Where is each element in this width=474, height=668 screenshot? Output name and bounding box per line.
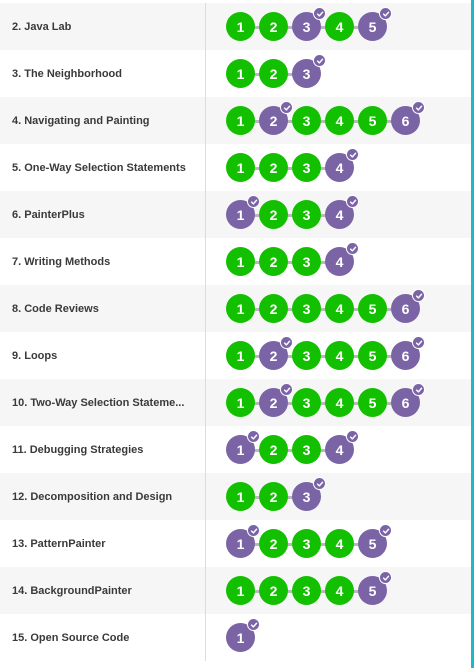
checkmark-icon [346, 195, 359, 208]
level-number: 2 [269, 65, 278, 82]
level-bubble-1[interactable] [226, 482, 255, 511]
level-bubbles [206, 238, 358, 285]
level-number: 4 [335, 535, 344, 552]
level-bubble-4[interactable] [325, 529, 354, 558]
checkmark-icon [280, 383, 293, 396]
level-bubble-1[interactable] [226, 59, 255, 88]
level-bubble-2[interactable] [259, 200, 288, 229]
checkmark-icon [313, 7, 326, 20]
lesson-row [0, 50, 471, 97]
checkmark-icon [379, 7, 392, 20]
checkmark-icon [280, 336, 293, 349]
level-bubbles [206, 473, 325, 520]
level-number: 3 [302, 112, 311, 129]
level-bubble-3[interactable] [292, 341, 321, 370]
level-number: 6 [401, 112, 410, 129]
level-bubble-5[interactable] [358, 106, 387, 135]
lesson-name[interactable]: 7. Writing Methods [0, 238, 206, 285]
level-number: 1 [236, 347, 245, 364]
lesson-name[interactable]: 8. Code Reviews [0, 285, 206, 332]
level-number: 2 [269, 159, 278, 176]
level-bubbles [206, 97, 424, 144]
level-number: 1 [236, 488, 245, 505]
level-number: 5 [368, 112, 377, 129]
checkmark-icon [379, 524, 392, 537]
checkmark-icon [412, 101, 425, 114]
checkmark-icon [412, 383, 425, 396]
lesson-row [0, 520, 471, 567]
level-number: 4 [335, 441, 344, 458]
level-bubble-2[interactable] [259, 482, 288, 511]
level-bubble-1[interactable] [226, 435, 255, 464]
level-bubble-2[interactable] [259, 529, 288, 558]
lesson-row [0, 473, 471, 520]
level-bubble-2[interactable] [259, 435, 288, 464]
level-number: 4 [335, 394, 344, 411]
checkmark-icon [346, 242, 359, 255]
lesson-row [0, 191, 471, 238]
level-number: 4 [335, 112, 344, 129]
level-number: 3 [302, 253, 311, 270]
level-number: 3 [302, 159, 311, 176]
level-number: 5 [368, 300, 377, 317]
level-number: 4 [335, 582, 344, 599]
checkmark-icon [280, 101, 293, 114]
checkmark-icon [247, 430, 260, 443]
level-number: 1 [236, 112, 245, 129]
checkmark-icon [313, 54, 326, 67]
level-number: 1 [236, 441, 245, 458]
level-number: 1 [236, 206, 245, 223]
lesson-name[interactable]: 5. One-Way Selection Statements [0, 144, 206, 191]
level-number: 2 [269, 488, 278, 505]
level-bubble-4[interactable] [325, 200, 354, 229]
level-bubbles [206, 144, 358, 191]
level-number: 4 [335, 206, 344, 223]
level-bubble-6[interactable] [391, 388, 420, 417]
checkmark-icon [412, 289, 425, 302]
level-bubble-3[interactable] [292, 12, 321, 41]
level-bubble-4[interactable] [325, 435, 354, 464]
lesson-name[interactable]: 12. Decomposition and Design [0, 473, 206, 520]
checkmark-icon [247, 195, 260, 208]
level-number: 3 [302, 394, 311, 411]
level-number: 3 [302, 347, 311, 364]
lesson-row [0, 3, 471, 50]
level-bubble-1[interactable] [226, 341, 255, 370]
level-bubble-2[interactable] [259, 341, 288, 370]
level-number: 2 [269, 18, 278, 35]
lesson-row [0, 426, 471, 473]
level-bubble-6[interactable] [391, 341, 420, 370]
level-bubble-1[interactable] [226, 153, 255, 182]
level-number: 2 [269, 394, 278, 411]
level-bubble-1[interactable] [226, 200, 255, 229]
level-bubbles [206, 285, 424, 332]
level-bubble-6[interactable] [391, 106, 420, 135]
level-number: 2 [269, 300, 278, 317]
lesson-row [0, 238, 471, 285]
lesson-row [0, 614, 471, 661]
level-bubble-5[interactable] [358, 529, 387, 558]
level-bubble-5[interactable] [358, 12, 387, 41]
lesson-row [0, 144, 471, 191]
checkmark-icon [346, 148, 359, 161]
level-number: 1 [236, 65, 245, 82]
level-bubble-5[interactable] [358, 388, 387, 417]
level-bubble-4[interactable] [325, 12, 354, 41]
level-bubble-3[interactable] [292, 59, 321, 88]
level-bubble-1[interactable] [226, 247, 255, 276]
level-number: 2 [269, 535, 278, 552]
level-number: 1 [236, 253, 245, 270]
level-bubble-1[interactable] [226, 576, 255, 605]
level-number: 5 [368, 394, 377, 411]
level-bubbles [206, 332, 424, 379]
level-number: 2 [269, 441, 278, 458]
level-bubble-2[interactable] [259, 388, 288, 417]
lesson-name[interactable]: 15. Open Source Code [0, 614, 206, 661]
level-bubbles [206, 567, 391, 614]
level-number: 5 [368, 347, 377, 364]
level-bubble-3[interactable] [292, 153, 321, 182]
level-number: 2 [269, 582, 278, 599]
level-bubble-4[interactable] [325, 153, 354, 182]
level-bubble-2[interactable] [259, 12, 288, 41]
level-number: 4 [335, 347, 344, 364]
level-number: 1 [236, 300, 245, 317]
lesson-row [0, 285, 471, 332]
level-bubble-5[interactable] [358, 576, 387, 605]
level-bubble-1[interactable] [226, 529, 255, 558]
level-number: 2 [269, 253, 278, 270]
lesson-name[interactable]: 10. Two-Way Selection Stateme... [0, 379, 206, 426]
level-number: 1 [236, 18, 245, 35]
level-number: 3 [302, 65, 311, 82]
lesson-name[interactable]: 4. Navigating and Painting [0, 97, 206, 144]
level-bubble-3[interactable] [292, 294, 321, 323]
checkmark-icon [412, 336, 425, 349]
checkmark-icon [247, 618, 260, 631]
checkmark-icon [379, 571, 392, 584]
level-bubble-3[interactable] [292, 529, 321, 558]
lesson-name[interactable]: 6. PainterPlus [0, 191, 206, 238]
level-bubble-2[interactable] [259, 576, 288, 605]
level-bubble-4[interactable] [325, 106, 354, 135]
level-bubble-2[interactable] [259, 247, 288, 276]
level-bubble-4[interactable] [325, 247, 354, 276]
level-number: 2 [269, 206, 278, 223]
level-bubbles [206, 520, 391, 567]
level-bubble-5[interactable] [358, 341, 387, 370]
level-bubble-3[interactable] [292, 106, 321, 135]
lesson-name[interactable]: 13. PatternPainter [0, 520, 206, 567]
level-bubble-5[interactable] [358, 294, 387, 323]
level-bubbles [206, 426, 358, 473]
level-number: 5 [368, 18, 377, 35]
level-number: 3 [302, 300, 311, 317]
level-number: 3 [302, 535, 311, 552]
level-number: 4 [335, 159, 344, 176]
lesson-row [0, 97, 471, 144]
level-number: 1 [236, 394, 245, 411]
level-number: 2 [269, 347, 278, 364]
lesson-name[interactable]: 14. BackgroundPainter [0, 567, 206, 614]
level-bubble-1[interactable] [226, 106, 255, 135]
level-number: 3 [302, 18, 311, 35]
level-number: 3 [302, 206, 311, 223]
level-bubble-4[interactable] [325, 388, 354, 417]
level-number: 3 [302, 488, 311, 505]
level-number: 4 [335, 253, 344, 270]
level-number: 3 [302, 582, 311, 599]
level-bubble-3[interactable] [292, 482, 321, 511]
level-bubble-4[interactable] [325, 294, 354, 323]
level-number: 5 [368, 582, 377, 599]
level-number: 4 [335, 300, 344, 317]
level-number: 1 [236, 629, 245, 646]
level-bubbles [206, 3, 391, 50]
level-number: 2 [269, 112, 278, 129]
level-bubble-2[interactable] [259, 153, 288, 182]
checkmark-icon [346, 430, 359, 443]
level-bubble-6[interactable] [391, 294, 420, 323]
level-number: 1 [236, 535, 245, 552]
lesson-row [0, 379, 471, 426]
checkmark-icon [247, 524, 260, 537]
lesson-name[interactable]: 2. Java Lab [0, 3, 206, 50]
lesson-name[interactable]: 3. The Neighborhood [0, 50, 206, 97]
level-bubble-2[interactable] [259, 294, 288, 323]
lesson-name[interactable]: 11. Debugging Strategies [0, 426, 206, 473]
level-number: 1 [236, 582, 245, 599]
level-number: 5 [368, 535, 377, 552]
level-number: 1 [236, 159, 245, 176]
level-bubble-3[interactable] [292, 388, 321, 417]
level-bubble-2[interactable] [259, 106, 288, 135]
level-bubble-3[interactable] [292, 576, 321, 605]
checkmark-icon [313, 477, 326, 490]
lesson-row [0, 567, 471, 614]
level-bubbles [206, 191, 358, 238]
lesson-row [0, 332, 471, 379]
level-bubbles [206, 379, 424, 426]
level-bubble-3[interactable] [292, 200, 321, 229]
level-bubble-1[interactable] [226, 294, 255, 323]
level-bubble-4[interactable] [325, 576, 354, 605]
level-bubble-3[interactable] [292, 247, 321, 276]
level-number: 6 [401, 394, 410, 411]
level-bubble-1[interactable] [226, 623, 255, 652]
level-number: 3 [302, 441, 311, 458]
level-number: 4 [335, 18, 344, 35]
level-bubble-2[interactable] [259, 59, 288, 88]
level-bubble-1[interactable] [226, 388, 255, 417]
level-bubbles [206, 50, 325, 97]
level-number: 6 [401, 300, 410, 317]
level-bubble-4[interactable] [325, 341, 354, 370]
level-bubble-3[interactable] [292, 435, 321, 464]
lesson-name[interactable]: 9. Loops [0, 332, 206, 379]
level-bubbles [206, 614, 259, 661]
level-number: 6 [401, 347, 410, 364]
level-bubble-1[interactable] [226, 12, 255, 41]
